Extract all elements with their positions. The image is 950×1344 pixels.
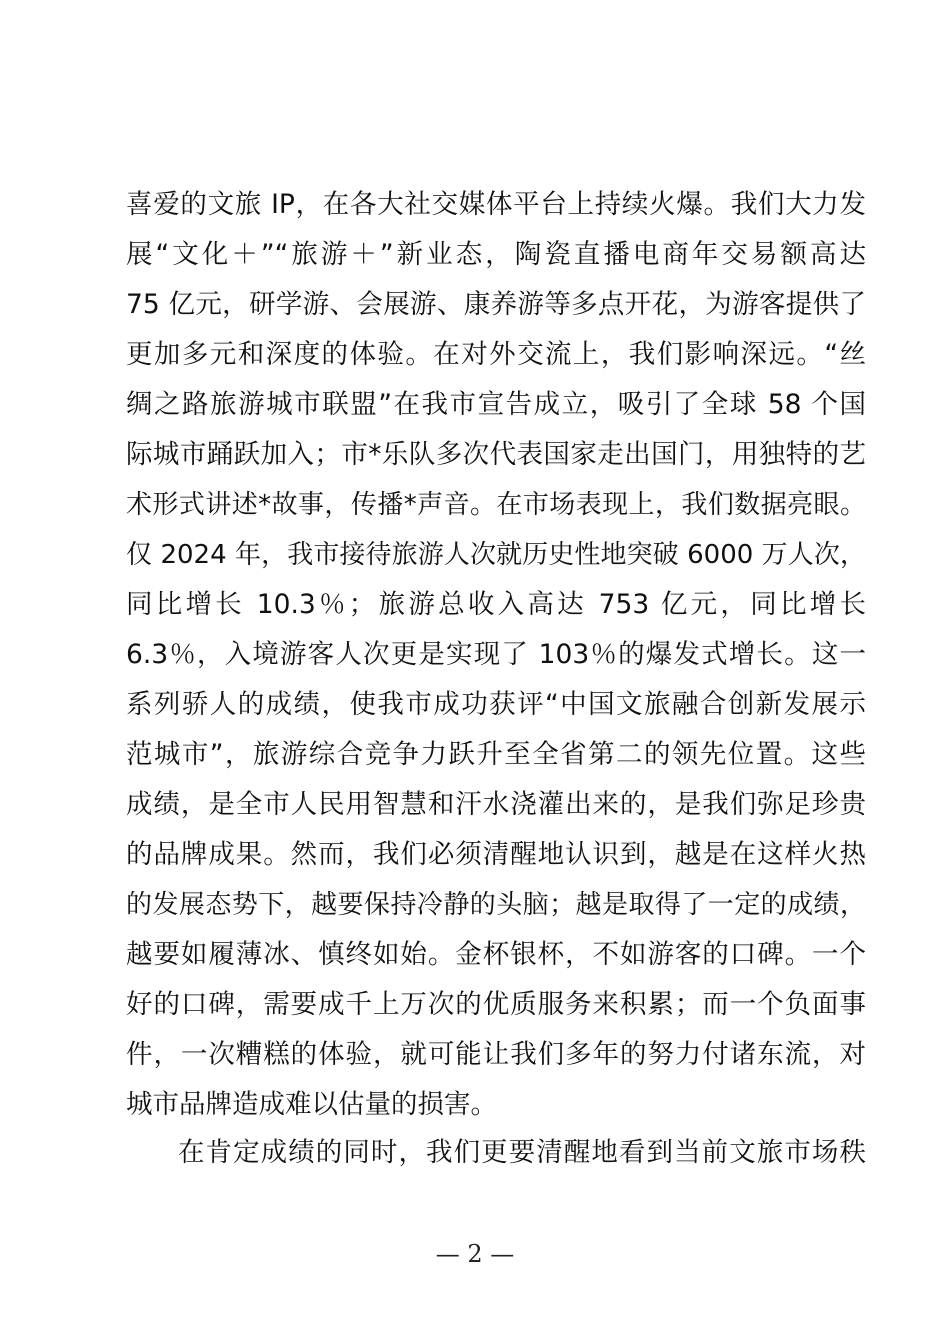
body-text-line: 件，一次糟糕的体验，就可能让我们多年的努力付诸东流，对 <box>126 1039 866 1070</box>
body-text-line: 75 亿元，研学游、会展游、康养游等多点开花，为游客提供了 <box>126 289 866 320</box>
body-text-line: 更加多元和深度的体验。在对外交流上，我们影响深远。“丝 <box>126 339 866 370</box>
body-text-line: 好的口碑，需要成千上万次的优质服务来积累；而一个负面事 <box>126 989 866 1020</box>
body-text-line: 际城市踊跃加入；市*乐队多次代表国家走出国门，用独特的艺 <box>126 439 866 470</box>
body-text-line: 仅 2024 年，我市接待旅游人次就历史性地突破 6000 万人次， <box>126 540 866 570</box>
body-text-line: 展“文化＋”“旅游＋”新业态，陶瓷直播电商年交易额高达 <box>126 239 866 270</box>
body-text-line: 的品牌成果。然而，我们必须清醒地认识到，越是在这样火热 <box>126 839 866 870</box>
body-text-line: 成绩，是全市人民用智慧和汗水浇灌出来的，是我们弥足珍贵 <box>126 789 866 820</box>
paragraph-2-first-line: 在肯定成绩的同时，我们更要清醒地看到当前文旅市场秩 <box>178 1137 866 1168</box>
body-text-line: 越要如履薄冰、慎终如始。金杯银杯，不如游客的口碑。一个 <box>126 939 866 970</box>
body-text-line: 术形式讲述*故事，传播*声音。在市场表现上，我们数据亮眼。 <box>126 490 866 520</box>
body-text-line: 绸之路旅游城市联盟”在我市宣告成立，吸引了全球 58 个国 <box>126 389 866 420</box>
body-text-line: 范城市”，旅游综合竞争力跃升至全省第二的领先位置。这些 <box>126 739 866 770</box>
page-number: — 2 — <box>435 1240 515 1268</box>
paragraph-last-line: 城市品牌造成难以估量的损害。 <box>126 1089 497 1120</box>
body-text-line: 同比增长 10.3％；旅游总收入高达 753 亿元，同比增长 <box>126 589 866 620</box>
body-text-line: 的发展态势下，越要保持冷静的头脑；越是取得了一定的成绩， <box>126 890 866 920</box>
body-text-line: 系列骄人的成绩，使我市成功获评“中国文旅融合创新发展示 <box>126 689 866 720</box>
body-text-line: 喜爱的文旅 IP，在各大社交媒体平台上持续火爆。我们大力发 <box>126 189 866 220</box>
body-text-line: 6.3％，入境游客人次更是实现了 103％的爆发式增长。这一 <box>126 639 866 670</box>
